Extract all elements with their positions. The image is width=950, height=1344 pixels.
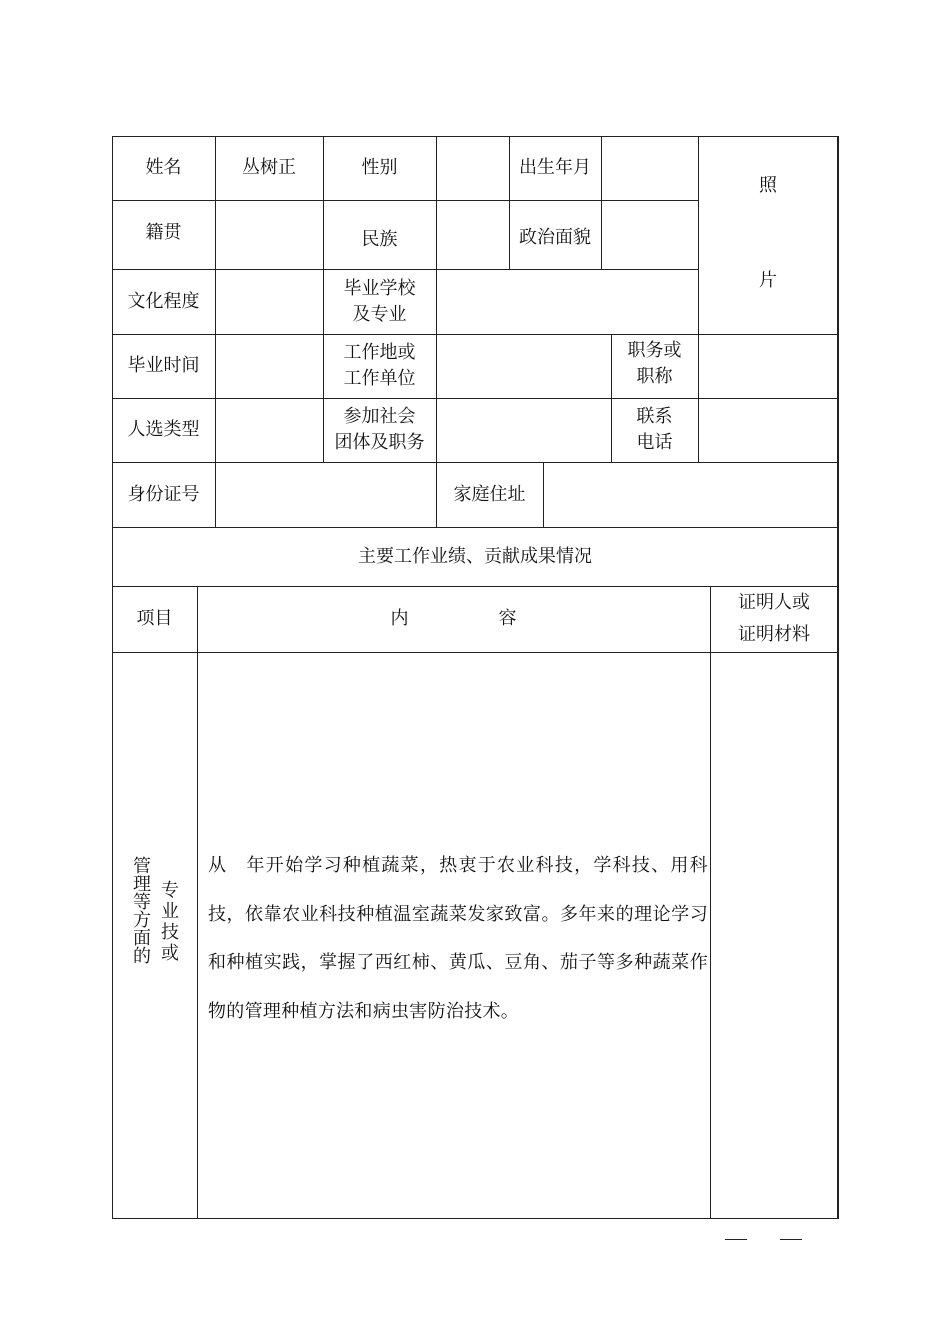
- column-divider-address-label: [543, 462, 544, 527]
- education-label: 文化程度: [127, 290, 200, 312]
- achievement-content-text: 从 年开始学习种植蔬菜，热衷于农业科技，学科技、用科技，依靠农业科技种植温室蔬菜发家致富。多年来的理论学习和种植实践，掌握了西红柿、黄瓜、豆角、茄子等多种蔬菜作物的管理种植方法和病虫害防治技术。: [208, 855, 708, 1022]
- social-organization-label-line-2: 团体及职务: [334, 432, 425, 453]
- name-value: 丛树正: [242, 157, 296, 178]
- social-organization-label-line-1: 参加社会: [343, 406, 416, 427]
- column-divider-project: [197, 586, 198, 1219]
- phone-label-line-2: 电话: [636, 432, 673, 453]
- native-place-label: 籍贯: [145, 222, 182, 243]
- category-label-column-1: 专业技或: [158, 880, 179, 964]
- position-title-label-line-2: 职称: [636, 366, 673, 387]
- proof-column-label-line-2: 证明材料: [738, 624, 810, 645]
- column-divider-birth-value: [601, 136, 602, 269]
- selection-type-label: 人选类型: [127, 419, 200, 440]
- proof-column-label: [710, 586, 838, 652]
- content-column-label-part-2: 容: [498, 608, 517, 629]
- candidate-form: [112, 136, 838, 1219]
- position-title-label-line-1: 职务或: [627, 340, 682, 361]
- column-divider-proof: [710, 586, 711, 1219]
- id-number-label: 身份证号: [127, 483, 200, 505]
- row-divider-4: [112, 398, 838, 399]
- content-column-label-part-1: 内: [390, 608, 409, 629]
- school-major-label-line-1: 毕业学校: [343, 277, 416, 299]
- school-major-label: [323, 269, 436, 334]
- school-major-label-line-2: 及专业: [352, 303, 407, 325]
- name-label: 姓名: [145, 157, 182, 178]
- row-divider-8: [112, 652, 838, 653]
- form-bottom-border: [112, 1218, 838, 1219]
- workplace-label: [323, 334, 436, 398]
- ethnicity-label: 民族: [361, 229, 398, 250]
- position-title-label: [611, 332, 698, 396]
- form-right-border: [837, 136, 839, 1219]
- phone-label-line-1: 联系: [636, 406, 673, 427]
- row-divider-3: [112, 334, 838, 335]
- home-address-label: 家庭住址: [453, 483, 526, 505]
- photo-label-top: 照: [759, 175, 777, 196]
- achievements-heading: 主要工作业绩、贡献成果情况: [358, 545, 592, 567]
- political-status-label: 政治面貌: [519, 226, 591, 248]
- birth-label: 出生年月: [519, 157, 591, 178]
- category-label-column-2: 管理等方面的: [130, 856, 151, 964]
- phone-label: [611, 398, 698, 462]
- social-organization-label: [323, 398, 436, 462]
- content-column-label: [197, 586, 710, 652]
- graduation-time-label: 毕业时间: [127, 355, 200, 376]
- footer-dash-left: [725, 1239, 747, 1240]
- proof-column-label-line-1: 证明人或: [738, 592, 810, 613]
- workplace-label-line-2: 工作单位: [343, 368, 416, 389]
- photo-label-bottom: 片: [759, 270, 777, 291]
- workplace-label-line-1: 工作地或: [343, 342, 416, 363]
- footer-dash-right: [780, 1239, 802, 1240]
- gender-label: 性别: [361, 157, 398, 178]
- project-column-label: 项目: [136, 608, 173, 629]
